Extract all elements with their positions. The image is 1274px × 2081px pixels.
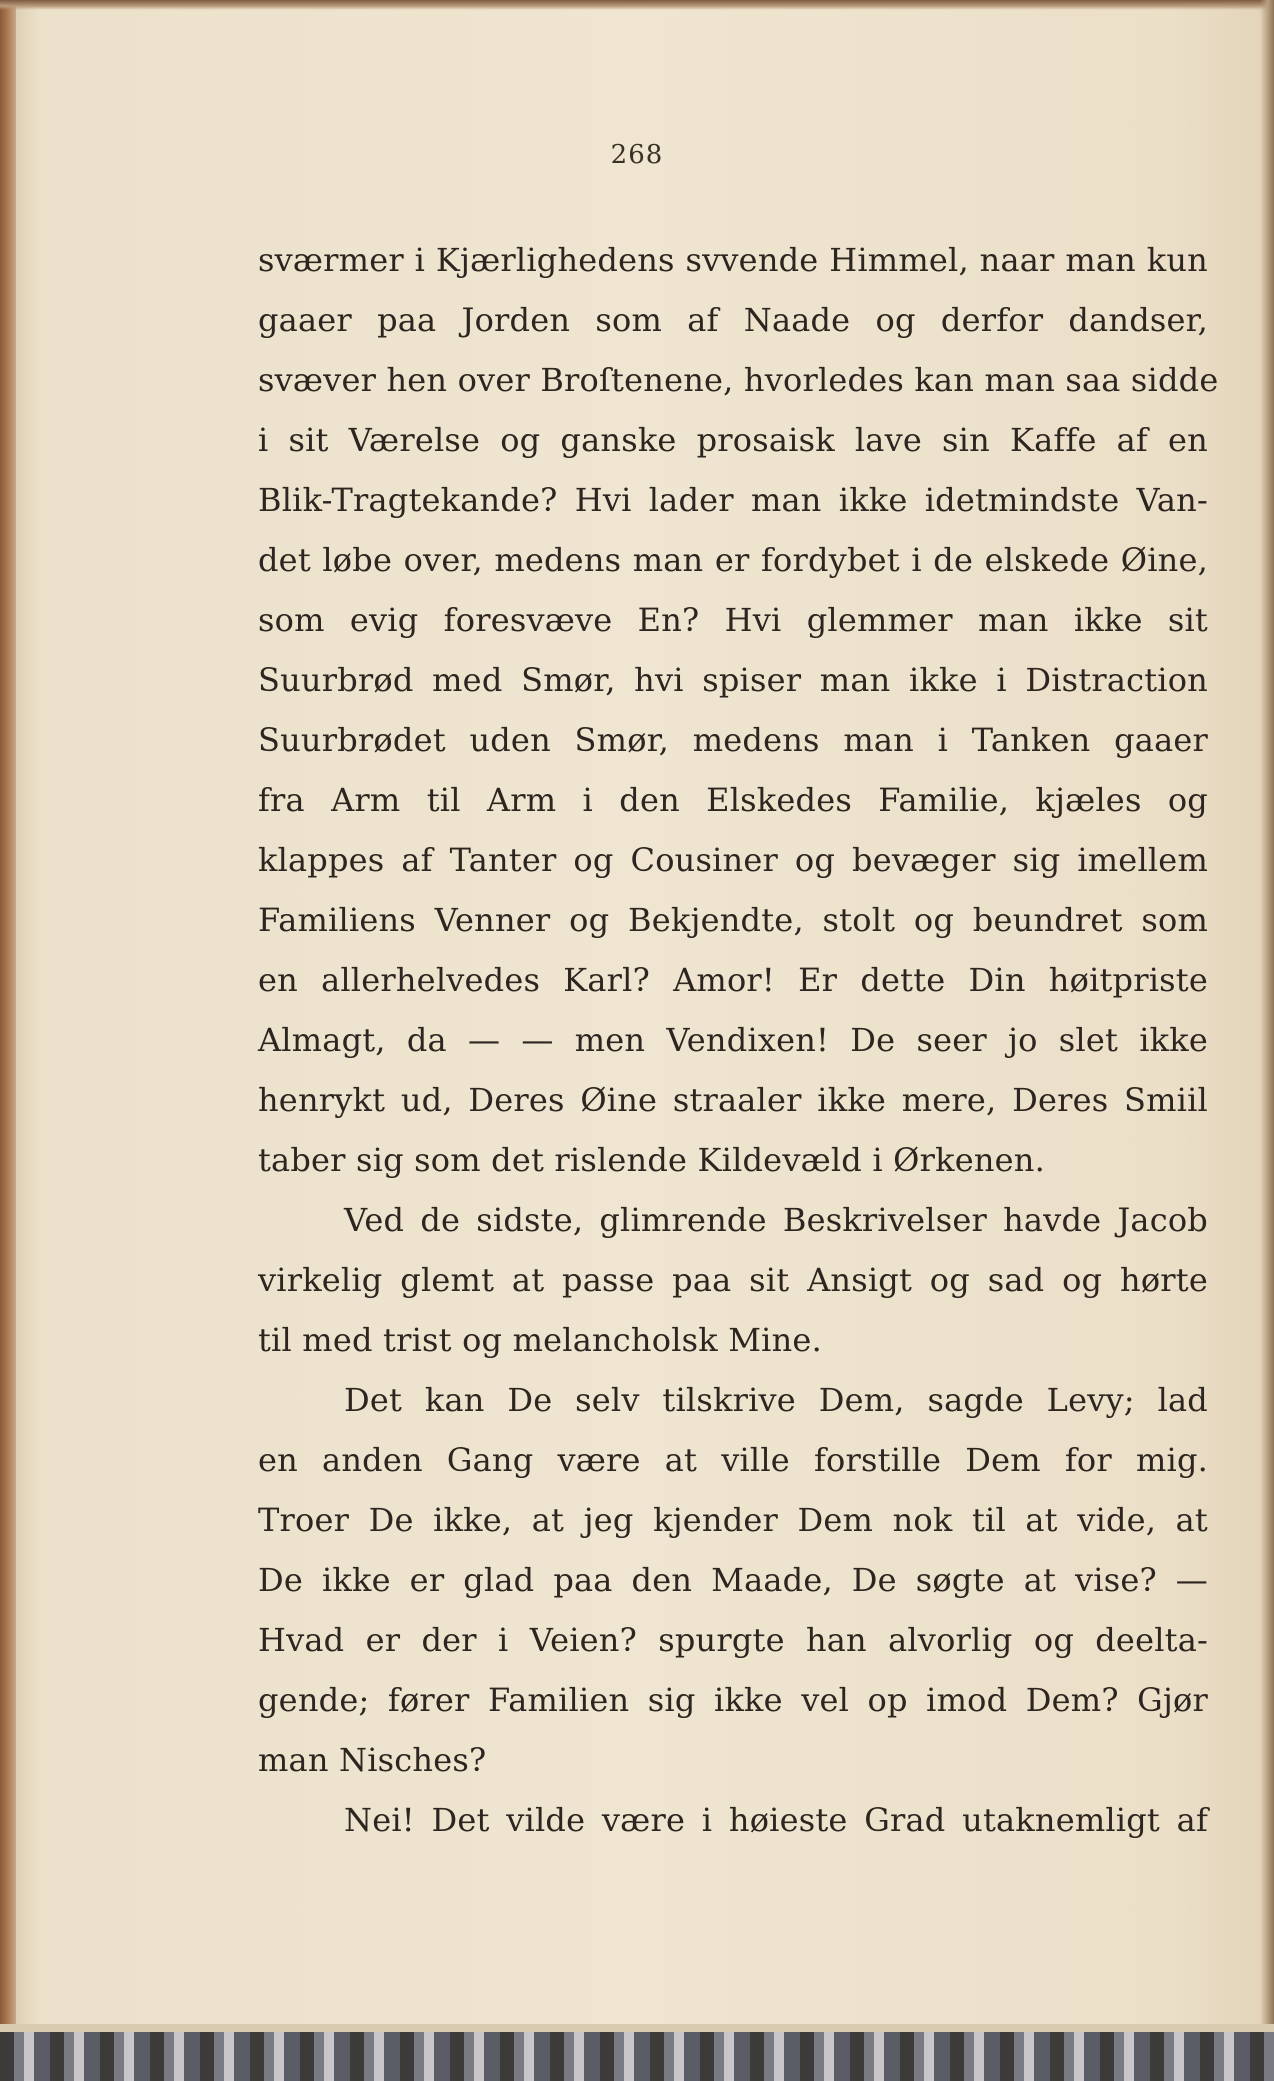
text-line: svæver hen over Broſtenene, hvorledes kan man saa sidde (258, 361, 1219, 399)
text-line: man Nisches? (258, 1741, 487, 1779)
text-line: til med trist og melancholsk Mine. (258, 1321, 822, 1359)
text-line: virkelig glemt at passe paa sit Ansigt og sad og hørte (258, 1261, 1208, 1299)
text-line: Familiens Venner og Bekjendte, stolt og beundret som (258, 901, 1208, 939)
text-line: Blik-Tragtekande? Hvi lader man ikke idetmindste Van- (258, 481, 1208, 519)
scanner-color-strip (0, 2032, 1274, 2081)
text-line: De ikke er glad paa den Maade, De søgte at vise? — (258, 1561, 1208, 1599)
text-line: som evig foresvæve En? Hvi glemmer man ikke sit (258, 601, 1208, 639)
page-top-edge (0, 0, 1274, 10)
text-line: en allerhelvedes Karl? Amor! Er dette Din høitpriste (258, 961, 1208, 999)
text-line: Suurbrødet uden Smør, medens man i Tanken gaaer (258, 721, 1208, 759)
text-line: i sit Værelse og ganske prosaisk lave sin Kaffe af en (258, 421, 1208, 459)
page-number: 268 (610, 140, 664, 170)
body-text (258, 230, 1219, 1850)
text-line: en anden Gang være at ville forstille Dem for mig. (258, 1441, 1208, 1479)
text-line: taber sig som det rislende Kildevæld i Ørkenen. (258, 1141, 1045, 1179)
text-line: gende; fører Familien sig ikke vel op imod Dem? Gjør (258, 1681, 1208, 1719)
text-line: sværmer i Kjærlighedens svvende Himmel, naar man kun (258, 241, 1208, 279)
text-line: det løbe over, medens man er fordybet i de elskede Øine, (258, 541, 1208, 579)
text-line: Almagt, da — — men Vendixen! De seer jo slet ikke (258, 1021, 1208, 1059)
text-line: fra Arm til Arm i den Elskedes Familie, kjæles og (258, 781, 1208, 819)
text-line: Suurbrød med Smør, hvi spiser man ikke i Distraction (258, 661, 1208, 699)
text-line: Det kan De selv tilskrive Dem, sagde Levy; lad (344, 1381, 1208, 1419)
text-line: Hvad er der i Veien? spurgte han alvorlig og deelta- (258, 1621, 1208, 1659)
page-right-edge (1260, 0, 1274, 2081)
text-line: Nei! Det vilde være i høieste Grad utaknemligt af (344, 1801, 1208, 1839)
text-line: Ved de sidste, glimrende Beskrivelser havde Jacob (344, 1201, 1208, 1239)
text-line: henrykt ud, Deres Øine straaler ikke mere, Deres Smiil (258, 1081, 1208, 1119)
book-spine-edge (0, 0, 16, 2081)
text-line: Troer De ikke, at jeg kjender Dem nok til at vide, at (258, 1501, 1208, 1539)
text-line: klappes af Tanter og Cousiner og bevæger sig imellem (258, 841, 1208, 879)
text-line: gaaer paa Jorden som af Naade og derfor dandser, (258, 301, 1208, 339)
